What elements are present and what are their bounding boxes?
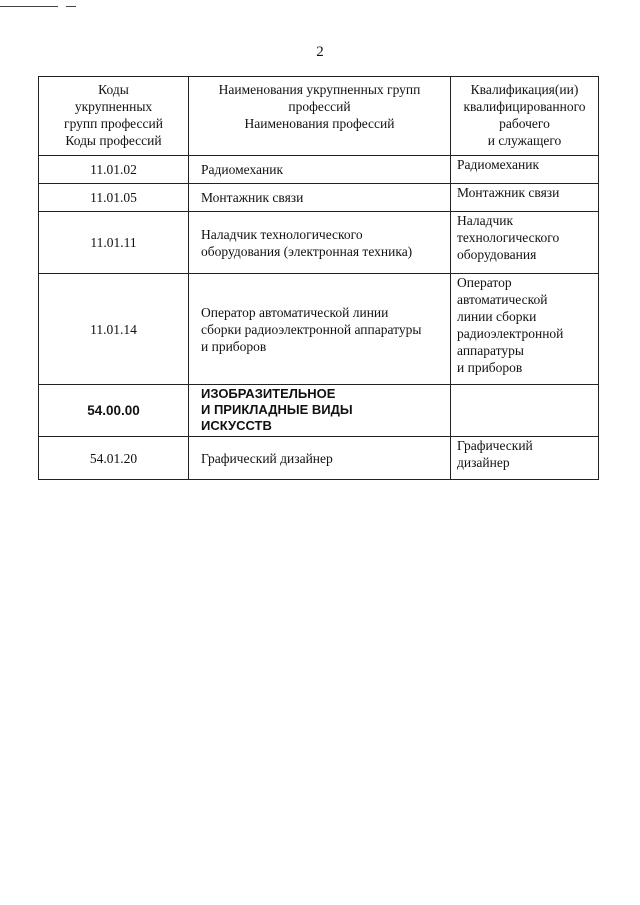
qualification: Радиомеханик <box>451 156 599 184</box>
table-row <box>39 212 599 274</box>
qualification: Оператор автоматической линии сборки радиоэлектронной аппаратуры и приборов <box>451 274 599 385</box>
page-number: 2 <box>316 44 324 60</box>
profession-code: 11.01.05 <box>39 184 189 212</box>
scan-edge-mark <box>0 6 58 7</box>
profession-code: 11.01.02 <box>39 156 189 184</box>
table-row <box>39 184 599 212</box>
profession-name: Монтажник связи <box>189 184 451 212</box>
qualification: Монтажник связи <box>451 184 599 212</box>
professions-table <box>38 76 599 480</box>
qualification: Наладчик технологического оборудования <box>451 212 599 274</box>
profession-code: 11.01.14 <box>39 274 189 385</box>
group-code: 54.00.00 <box>39 385 189 437</box>
profession-name: Наладчик технологического оборудования (электронная техника) <box>189 212 451 274</box>
qualification-empty <box>451 385 599 437</box>
profession-code: 11.01.11 <box>39 212 189 274</box>
qualification: Графический дизайнер <box>451 437 599 480</box>
profession-name: Оператор автоматической линии сборки радиоэлектронной аппаратуры и приборов <box>189 274 451 385</box>
profession-code: 54.01.20 <box>39 437 189 480</box>
header-codes: Коды укрупненных групп профессий Коды профессий <box>39 77 189 156</box>
group-name: ИЗОБРАЗИТЕЛЬНОЕ И ПРИКЛАДНЫЕ ВИДЫ ИСКУССТВ <box>189 385 451 437</box>
profession-name: Радиомеханик <box>189 156 451 184</box>
scan-edge-mark <box>66 6 76 7</box>
table-header-row <box>39 77 599 156</box>
profession-name: Графический дизайнер <box>189 437 451 480</box>
table-row <box>39 274 599 385</box>
table-row <box>39 437 599 480</box>
table-row <box>39 156 599 184</box>
header-names: Наименования укрупненных групп профессий Наименования профессий <box>189 77 451 156</box>
header-qualification: Квалификация(ии) квалифицированного рабочего и служащего <box>451 77 599 156</box>
table-row-group <box>39 385 599 437</box>
